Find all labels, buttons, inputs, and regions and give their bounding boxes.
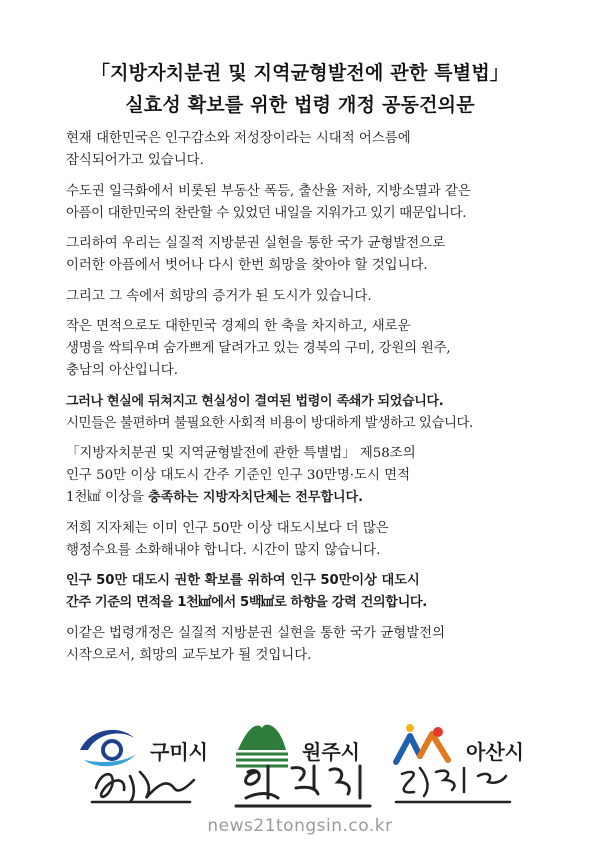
paragraph-line: 그리고 그 속에서 희망의 증거가 된 도시가 있습니다.: [66, 288, 372, 304]
paragraph-line: 「지방자치분권 및 지역균형발전에 관한 특별법」 제58조의: [66, 446, 416, 461]
paragraph-line: 잠식되어가고 있습니다.: [66, 153, 204, 168]
gumi-signature-icon: [90, 758, 200, 808]
paragraph-6: [66, 391, 552, 435]
signatory-name: 구미시: [150, 740, 208, 764]
paragraph-line: 생명을 싹틔우며 숨가쁘게 달려가고 있는 경북의 구미, 강원의 원주,: [66, 341, 451, 356]
signatory-name: 아산시: [466, 740, 524, 764]
paragraph-2: [66, 181, 552, 225]
paragraph-line: 현재 대한민국은 인구감소와 저성장이라는 시대적 어스름에: [66, 131, 411, 146]
paragraph-10: [66, 623, 552, 667]
document-title-line-1: 「지방자치분권 및 지역균형발전에 관한 특별법」: [90, 62, 510, 84]
paragraph-line: 이러한 아픔에서 벗어나 다시 한번 희망을 찾아야 할 것입니다.: [66, 258, 428, 273]
paragraph-1: [66, 128, 552, 172]
signatories: [0, 706, 600, 818]
signatory-wonju: [228, 706, 388, 811]
paragraph-line: 시민들은 불편하며 불필요한 사회적 비용이 방대하게 발생하고 있습니다.: [66, 415, 473, 431]
paragraph-line: 시작으로서, 희망의 교두보가 될 것입니다.: [66, 647, 312, 663]
asan-signature-icon: [394, 758, 514, 810]
wonju-signature-icon: [234, 758, 374, 812]
paragraph-line-bold: 간주 기준의 면적을 1천㎢에서 5백㎢로 하향을 강력 건의합니다.: [66, 595, 427, 610]
paragraph-line: 행정수요를 소화해내야 합니다. 시간이 많지 않습니다.: [66, 542, 381, 558]
paragraph-4: [66, 286, 552, 308]
paragraph-3: [66, 233, 552, 277]
document-title-line-2: 실효성 확보를 위한 법령 개정 공동건의문: [125, 94, 475, 116]
paragraph-7: [66, 443, 552, 509]
paragraph-5: [66, 316, 552, 382]
paragraph-8: [66, 518, 552, 562]
body-text: [66, 128, 552, 675]
signatory-name: 원주시: [302, 740, 360, 764]
paragraph-line: 인구 50만 이상 대도시 간주 기준인 인구 30만명·도시 면적: [66, 468, 411, 483]
paragraph-line-head: 1천㎢ 이상을: [66, 490, 149, 505]
paragraph-line: 저희 지자체는 이미 인구 50만 이상 대도시보다 더 많은: [66, 520, 389, 536]
paragraph-line-bold: 그러나 현실에 뒤쳐지고 현실성이 결여된 법령이 족쇄가 되었습니다.: [66, 393, 444, 409]
paragraph-line: 수도권 일극화에서 비롯된 부동산 폭등, 출산율 저하, 지방소멸과 같은: [66, 183, 471, 199]
paragraph-line: 그리하여 우리는 실질적 지방분권 실현을 통한 국가 균형발전으로: [66, 236, 446, 251]
signatory-asan: [390, 706, 550, 811]
watermark: news21tongsin.co.kr: [207, 816, 393, 836]
paragraph-line: 아픔이 대한민국의 찬란할 수 있었던 내일을 지워가고 있기 때문입니다.: [66, 205, 467, 221]
paragraph-line: 충남의 아산입니다.: [66, 363, 178, 378]
paragraph-line-bold: 인구 50만 대도시 권한 확보를 위하여 인구 50만이상 대도시: [66, 573, 420, 588]
paragraph-line: [66, 487, 552, 509]
signatory-gumi: [70, 706, 230, 811]
paragraph-line-bold-tail: 충족하는 지방자치단체는 전무합니다.: [148, 490, 364, 505]
paragraph-line: 작은 면적으로도 대한민국 경제의 한 축을 차지하고, 새로운: [66, 319, 411, 334]
paragraph-line: 이같은 법령개정은 실질적 지방분권 실현을 통한 국가 균형발전의: [66, 625, 446, 641]
paragraph-9-emphasis: [66, 570, 552, 614]
